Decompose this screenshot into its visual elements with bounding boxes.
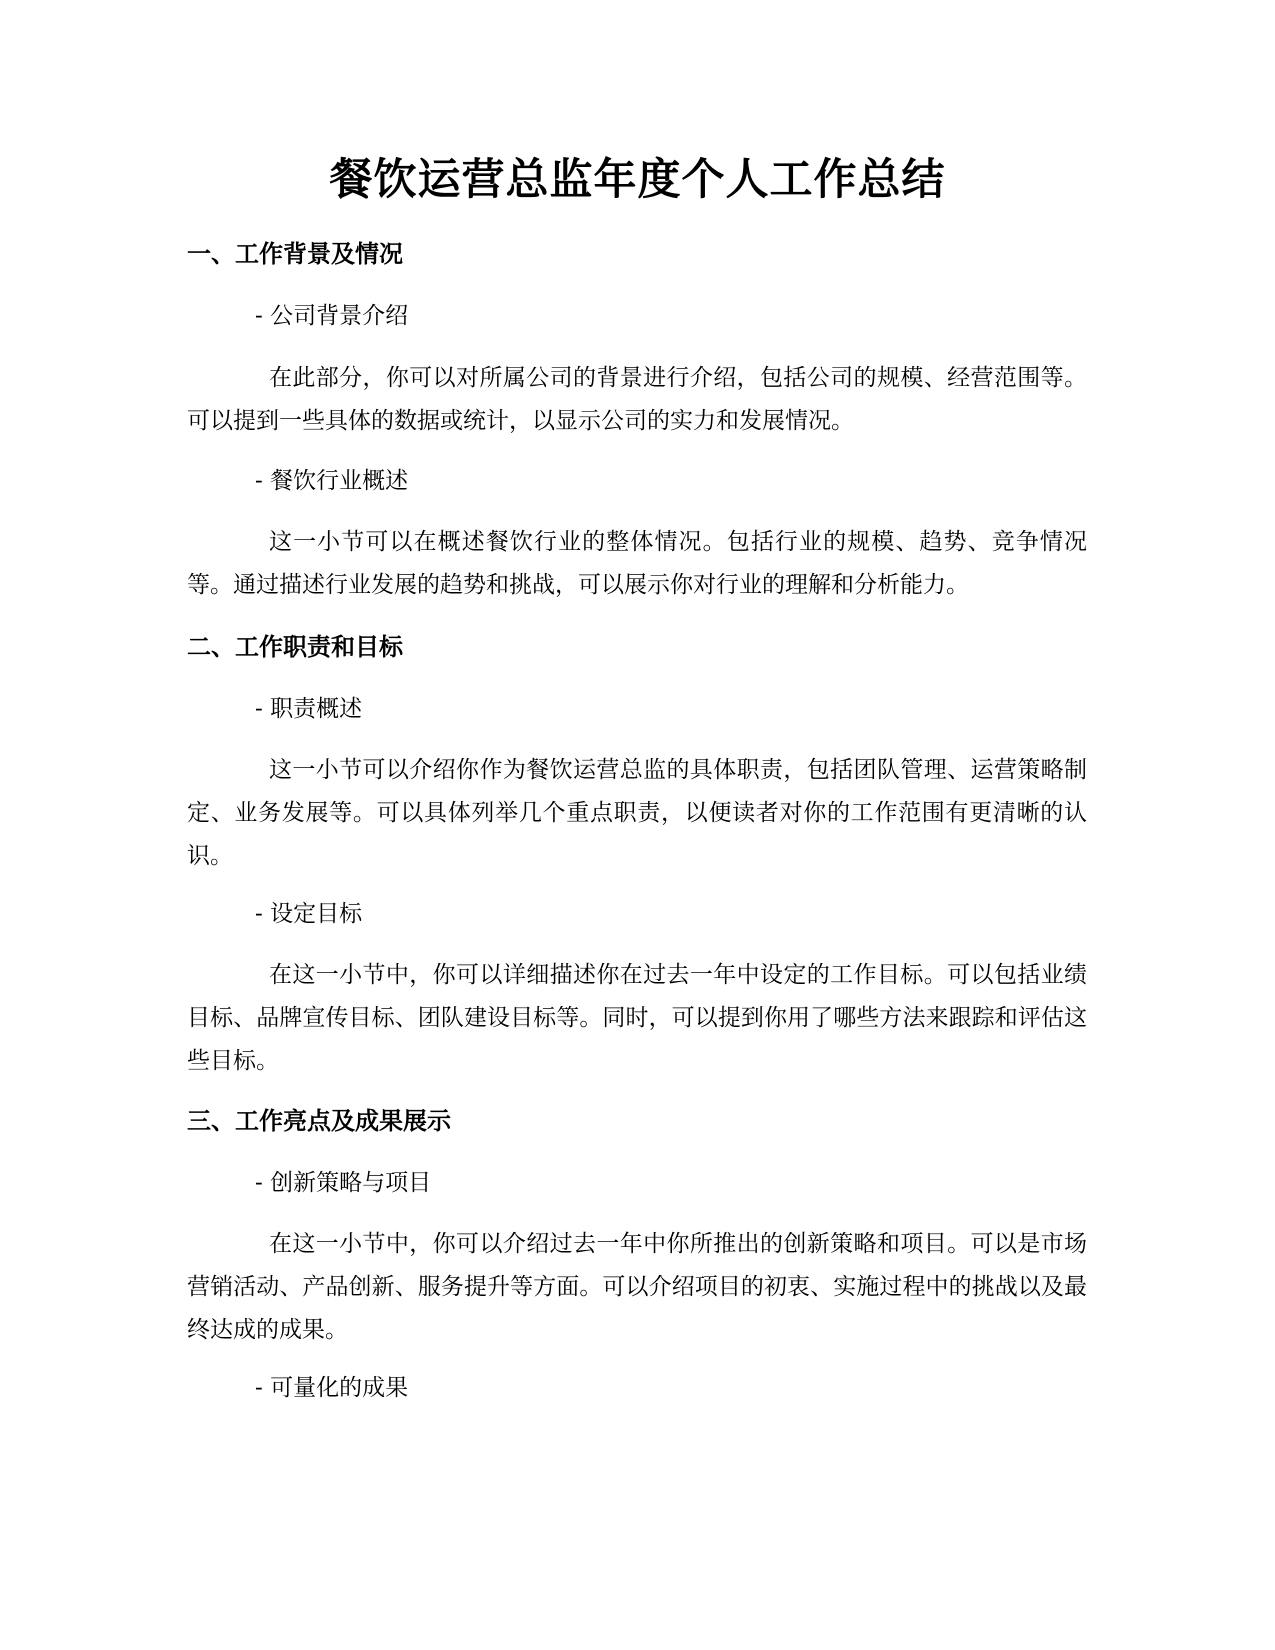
section-heading-3: 三、工作亮点及成果展示	[187, 1107, 451, 1135]
paragraph-industry-overview: 这一小节可以在概述餐饮行业的整体情况。包括行业的规模、趋势、竞争情况等。通过描述行业发展的趋势和挑战，可以展示你对行业的理解和分析能力。	[187, 529, 1087, 598]
subsection-label-quantifiable-results: - 可量化的成果	[255, 1375, 409, 1401]
paragraph-duties: 这一小节可以介绍你作为餐饮运营总监的具体职责，包括团队管理、运营策略制定、业务发展等。可以具体列举几个重点职责，以便读者对你的工作范围有更清晰的认识。	[187, 757, 1087, 869]
subsection-label-goals: - 设定目标	[255, 901, 363, 927]
subsection-label-company-background: - 公司背景介绍	[255, 303, 409, 329]
subsection-label-innovation: - 创新策略与项目	[255, 1170, 432, 1196]
subsection-label-duties: - 职责概述	[255, 696, 363, 722]
paragraph-goals: 在这一小节中，你可以详细描述你在过去一年中设定的工作目标。可以包括业绩目标、品牌宣传目标、团队建设目标等。同时，可以提到你用了哪些方法来跟踪和评估这些目标。	[187, 962, 1087, 1074]
section-heading-1: 一、工作背景及情况	[187, 240, 403, 268]
paragraph-company-background: 在此部分，你可以对所属公司的背景进行介绍，包括公司的规模、经营范围等。可以提到一些具体的数据或统计，以显示公司的实力和发展情况。	[187, 365, 1087, 434]
document-title: 餐饮运营总监年度个人工作总结	[329, 155, 946, 205]
section-heading-2: 二、工作职责和目标	[187, 633, 403, 661]
paragraph-innovation: 在这一小节中，你可以介绍过去一年中你所推出的创新策略和项目。可以是市场营销活动、产品创新、服务提升等方面。可以介绍项目的初衷、实施过程中的挑战以及最终达成的成果。	[187, 1231, 1087, 1343]
subsection-label-industry-overview: - 餐饮行业概述	[255, 468, 409, 494]
